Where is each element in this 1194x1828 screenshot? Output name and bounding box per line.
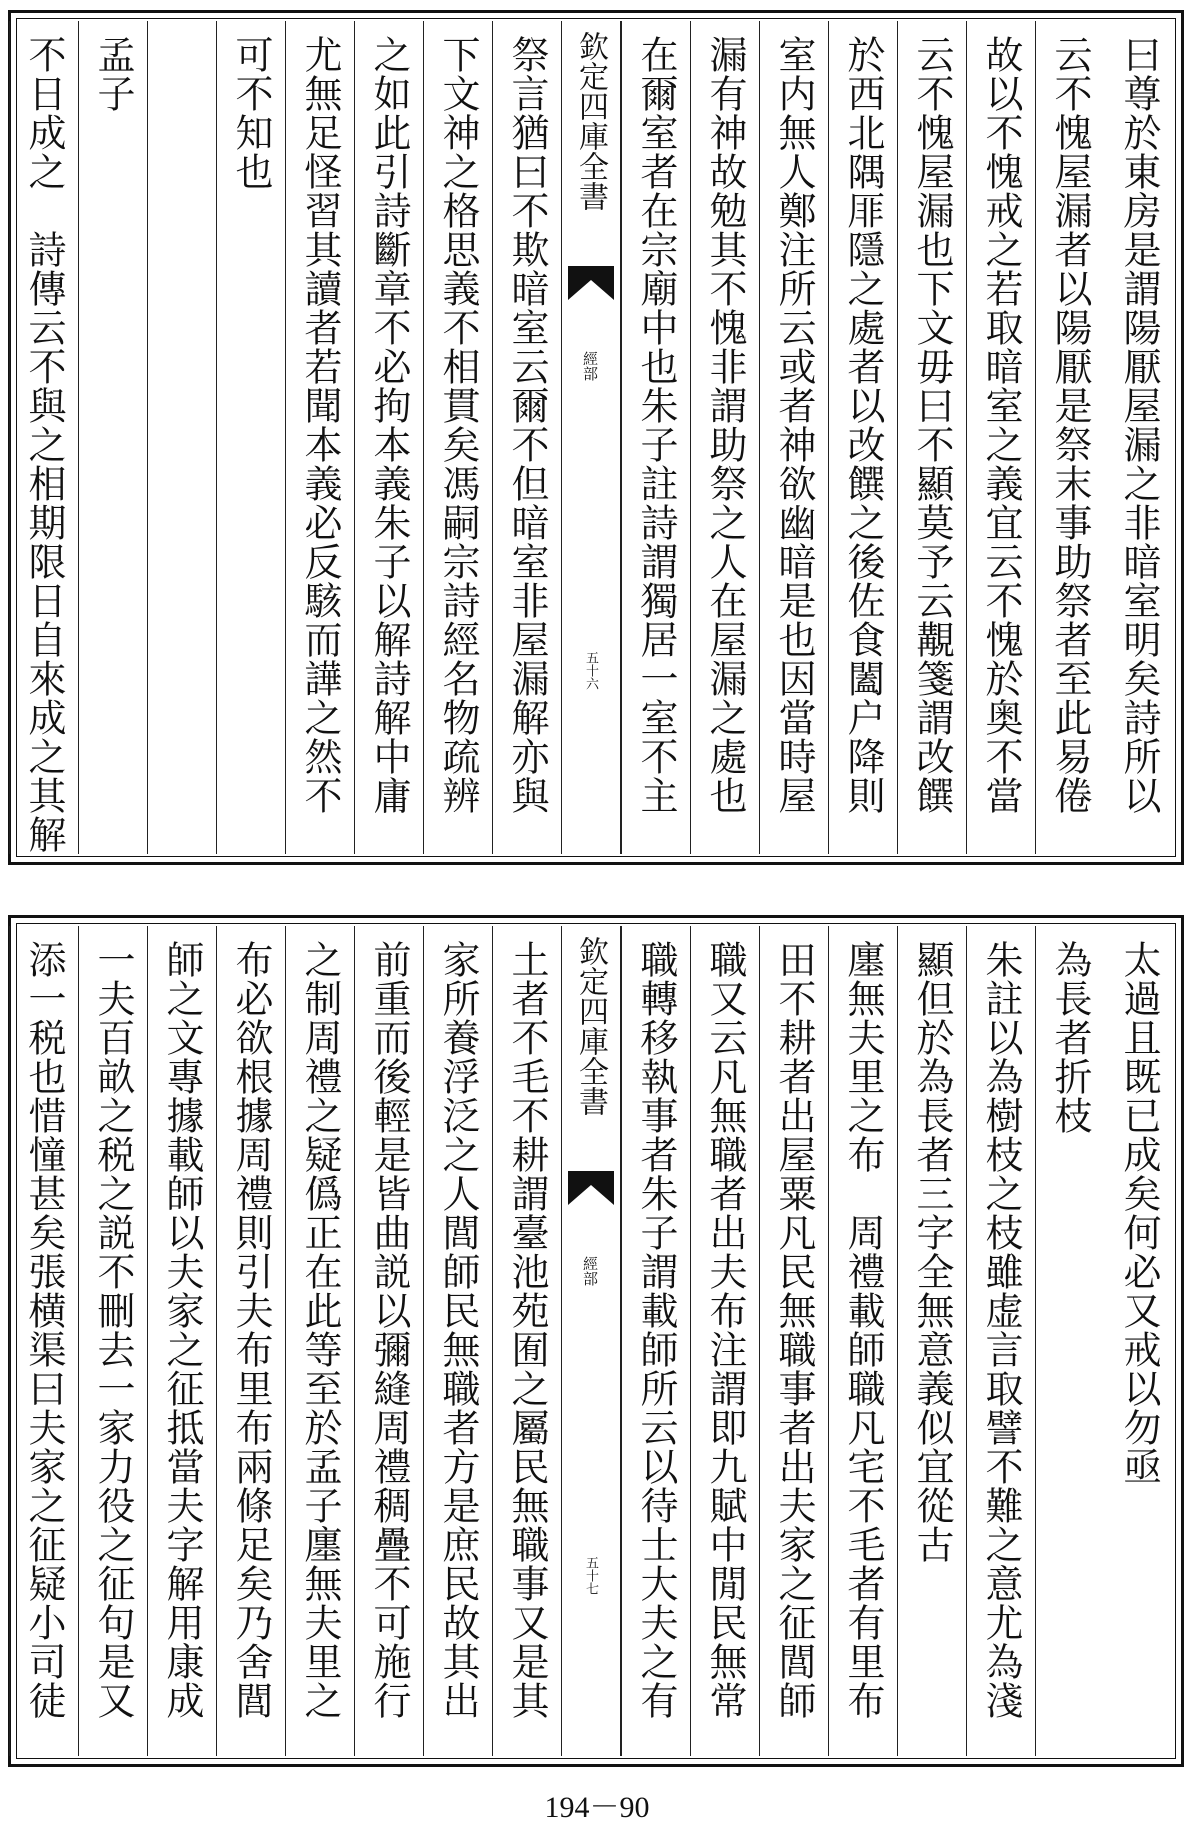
page-bottom bbox=[8, 915, 1184, 1767]
text-column: 家所養浮泛之人閭師民無職者方是庶民故其出 bbox=[423, 926, 492, 1756]
text-column: 云不愧屋漏也下文毋曰不顯莫予云覯箋謂改饌 bbox=[897, 21, 966, 854]
text-column: 布必欲根據周禮則引夫布里布兩條足矣乃舍閭 bbox=[216, 926, 285, 1756]
text-column: 室内無人鄭注所云或者神欲幽暗是也因當時屋 bbox=[759, 21, 828, 854]
center-fold-strip bbox=[561, 926, 621, 1756]
section-label: 經部 bbox=[581, 1256, 599, 1286]
text-column: 在爾室者在宗廟中也朱子註詩謂獨居一室不主 bbox=[621, 21, 690, 854]
leaf-number: 五十六 bbox=[583, 651, 598, 690]
text-column: 之制周禮之疑僞正在此等至於孟子廛無夫里之 bbox=[285, 926, 354, 1756]
text-column: 土者不毛不耕謂臺池苑囿之屬民無職事又是其 bbox=[492, 926, 561, 1756]
text-column: 之如此引詩斷章不必拘本義朱子以解詩解中庸 bbox=[354, 21, 423, 854]
columns-top bbox=[19, 21, 1173, 854]
book-title: 欽定四庫全書 bbox=[573, 31, 608, 211]
text-column bbox=[147, 21, 216, 854]
text-column: 下文神之格思義不相貫矣馮嗣宗詩經名物疏辨 bbox=[423, 21, 492, 854]
text-column: 太過且既已成矣何必又戒以勿亟 bbox=[1117, 940, 1161, 1486]
text-column: 一夫百畝之税之説不刪去一家力役之征句是又 bbox=[78, 926, 147, 1756]
text-column: 廛無夫里之布 周禮載師職凡宅不毛者有里布 bbox=[828, 926, 897, 1756]
text-column: 為長者折枝 bbox=[1035, 926, 1104, 1756]
text-column: 故以不愧戒之若取暗室之義宜云不愧於奥不當 bbox=[966, 21, 1035, 854]
text-column: 云不愧屋漏者以陽厭是祭末事助祭者至此易倦 bbox=[1035, 21, 1104, 854]
fish-tail-mark-icon bbox=[568, 266, 614, 300]
text-column: 孟子 bbox=[78, 21, 147, 854]
text-column: 曰尊於東房是謂陽厭屋漏之非暗室明矣詩所以 bbox=[1117, 35, 1161, 815]
fish-tail-mark-icon bbox=[568, 1171, 614, 1205]
text-column: 添一税也惜憧甚矣張横渠曰夫家之征疑小司徒 bbox=[9, 926, 78, 1756]
text-column: 不日成之 詩傳云不與之相期限日自來成之其解 bbox=[9, 21, 78, 854]
text-column: 可不知也 bbox=[216, 21, 285, 854]
text-column: 顯但於為長者三字全無意義似宜從古 bbox=[897, 926, 966, 1756]
center-fold-strip bbox=[561, 21, 621, 854]
page-top bbox=[8, 10, 1184, 865]
text-column: 於西北隅厞隱之處者以改饌之後佐食闔户降則 bbox=[828, 21, 897, 854]
leaf-number: 五十七 bbox=[583, 1556, 598, 1595]
text-column: 前重而後輕是皆曲説以彌縫周禮稠疊不可施行 bbox=[354, 926, 423, 1756]
text-column: 尤無足怪習其讀者若聞本義必反駭而譁之然不 bbox=[285, 21, 354, 854]
text-column: 朱註以為樹枝之枝雖虚言取譬不難之意尤為淺 bbox=[966, 926, 1035, 1756]
columns-bottom bbox=[19, 926, 1173, 1756]
text-column: 田不耕者出屋粟凡民無職事者出夫家之征閭師 bbox=[759, 926, 828, 1756]
text-column: 師之文專據載師以夫家之征抵當夫字解用康成 bbox=[147, 926, 216, 1756]
text-column: 漏有神故勉其不愧非謂助祭之人在屋漏之處也 bbox=[690, 21, 759, 854]
page-number-footer: 194－90 bbox=[544, 1791, 650, 1824]
text-column bbox=[0, 21, 9, 854]
book-title: 欽定四庫全書 bbox=[573, 936, 608, 1116]
section-label: 經部 bbox=[581, 351, 599, 381]
text-column: 祭言猶曰不欺暗室云爾不但暗室非屋漏解亦與 bbox=[492, 21, 561, 854]
text-column: 職又云凡無職者出夫布注謂即九賦中閒民無常 bbox=[690, 926, 759, 1756]
text-column: 職轉移執事者朱子謂載師所云以待士大夫之有 bbox=[621, 926, 690, 1756]
